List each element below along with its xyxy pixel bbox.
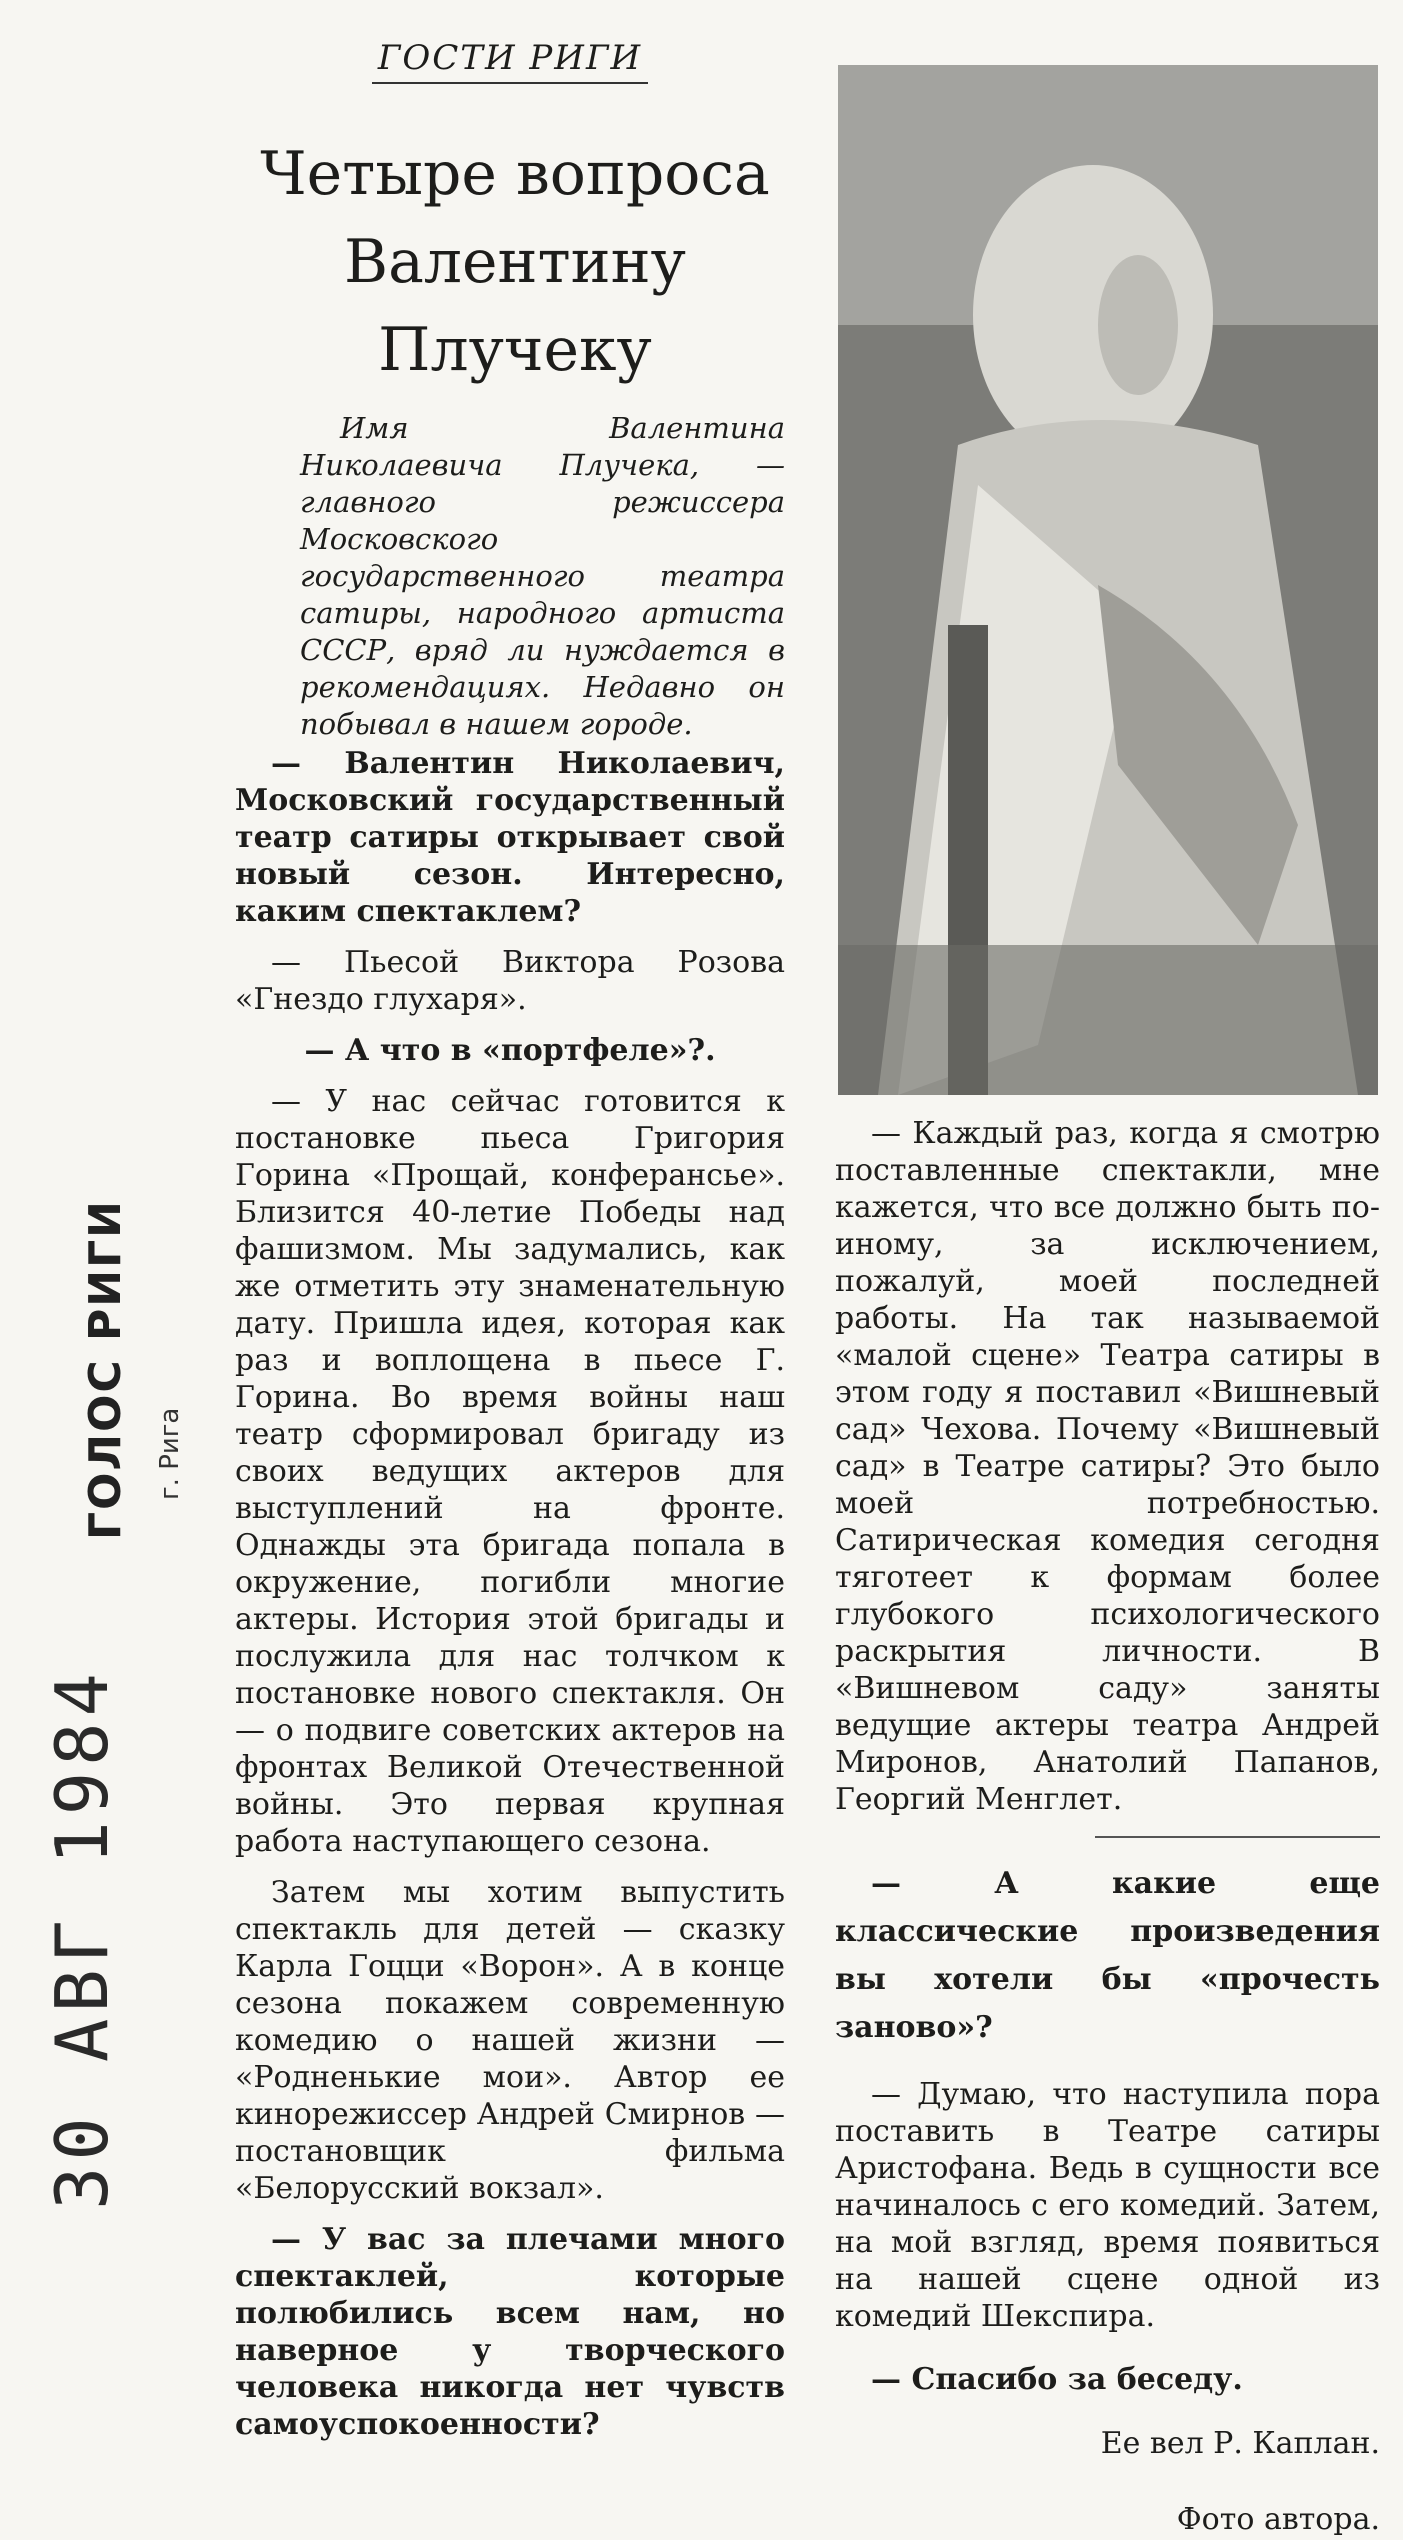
answer-2: — У нас сейчас готовится к постановке пьеса Григория Горина «Прощай, конферансье». Близится 40-летие Победы над фашизмом. Мы задумались, как же отметить эту знаменательную дату. Пришла идея, которая как раз и воплощена в пьесе Г. Горина. Во время войны наш театр сформировал бригаду из своих ведущих актеров для выступлений на фронте. Однажды эта бригада попала в окружение, погибли многие актеры. История этой бригады и послужила для нас толчком к постановке нового спектакля. Он — о подвиге советских актеров на фронтах Великой Отечественной войны. Это первая крупная работа наступающего сезона. <box>235 1084 785 1859</box>
answer-3: — Каждый раз, когда я смотрю поставленные спектакли, мне кажется, что все должно быть по-иному, за исключением, пожалуй, моей последней работы. На так называемой «малой сцене» Театра сатиры в этом году я поставил «Вишневый сад» Чехова. Почему «Вишневый сад» в Театре сатиры? Это было моей потребностью. Сатирическая комедия сегодня тяготеет к формам более глубокого психологического раскрытия личности. В «Вишневом саду» заняты ведущие актеры театра Андрей Миронов, Анатолий Папанов, Георгий Менглет. <box>835 1116 1380 1817</box>
right-column <box>835 1115 1380 2540</box>
stamp-date-text: 30 АВГ 1984 <box>40 1667 124 2210</box>
left-column <box>235 745 785 2457</box>
question-3: — У вас за плечами много спектаклей, которые полюбились всем нам, но наверное у творческого человека никогда нет чувств самоуспокоенности? <box>235 2222 785 2442</box>
question-1: — Валентин Николаевич, Московский государственный театр сатиры открывает свой новый сезон. Интересно, каким спектаклем? <box>235 746 785 929</box>
thanks-line: — Спасибо за беседу. <box>871 2362 1243 2397</box>
portrait-illustration <box>838 65 1378 1095</box>
headline-line-2: Валентину <box>344 227 686 297</box>
answer-4: — Думаю, что наступила пора поставить в Театре сатиры Аристофана. Ведь в сущности все начиналось с его комедий. Затем, на мой взгляд, время появиться на нашей сцене одной из комедий Шекспира. <box>835 2077 1380 2334</box>
question-4: — А какие еще классические произведения вы хотели бы «прочесть заново»? <box>835 1866 1380 2045</box>
interviewer-signature: Ее вел Р. Каплан. <box>1100 2426 1380 2461</box>
portrait-photo <box>838 65 1378 1095</box>
answer-2-continued: Затем мы хотим выпустить спектакль для детей — сказку Карла Гоцци «Ворон». А в конце сезона покажем современную комедию о нашей жизни — «Родненькие мои». Автор ее кинорежиссер Андрей Смирнов — постановщик фильма «Белорусский вокзал». <box>235 1875 785 2206</box>
photo-credit: Фото автора. <box>1176 2502 1380 2537</box>
rubric <box>300 38 720 78</box>
answer-1: — Пьесой Виктора Розова «Гнездо глухаря». <box>235 945 785 1017</box>
date-stamp <box>30 1610 140 2210</box>
newspaper-stamp <box>60 1180 220 1540</box>
question-2: — А что в «портфеле»?. <box>304 1033 716 1068</box>
stamp-city: г. Рига <box>155 1407 185 1500</box>
headline-line-3: Плучеку <box>378 315 652 385</box>
divider <box>1095 1836 1380 1838</box>
intro-paragraph: Имя Валентина Николаевича Плучека, — главного режиссера Московского государственного театра сатиры, народного артиста СССР, вряд ли нуждается в рекомендациях. Недавно он побывал в нашем городе. <box>300 411 785 741</box>
headline <box>255 130 775 394</box>
rubric-text: ГОСТИ РИГИ <box>372 38 648 84</box>
stamp-source: ГОЛОС РИГИ <box>80 1199 131 1540</box>
headline-line-1: Четыре вопроса <box>260 139 770 209</box>
